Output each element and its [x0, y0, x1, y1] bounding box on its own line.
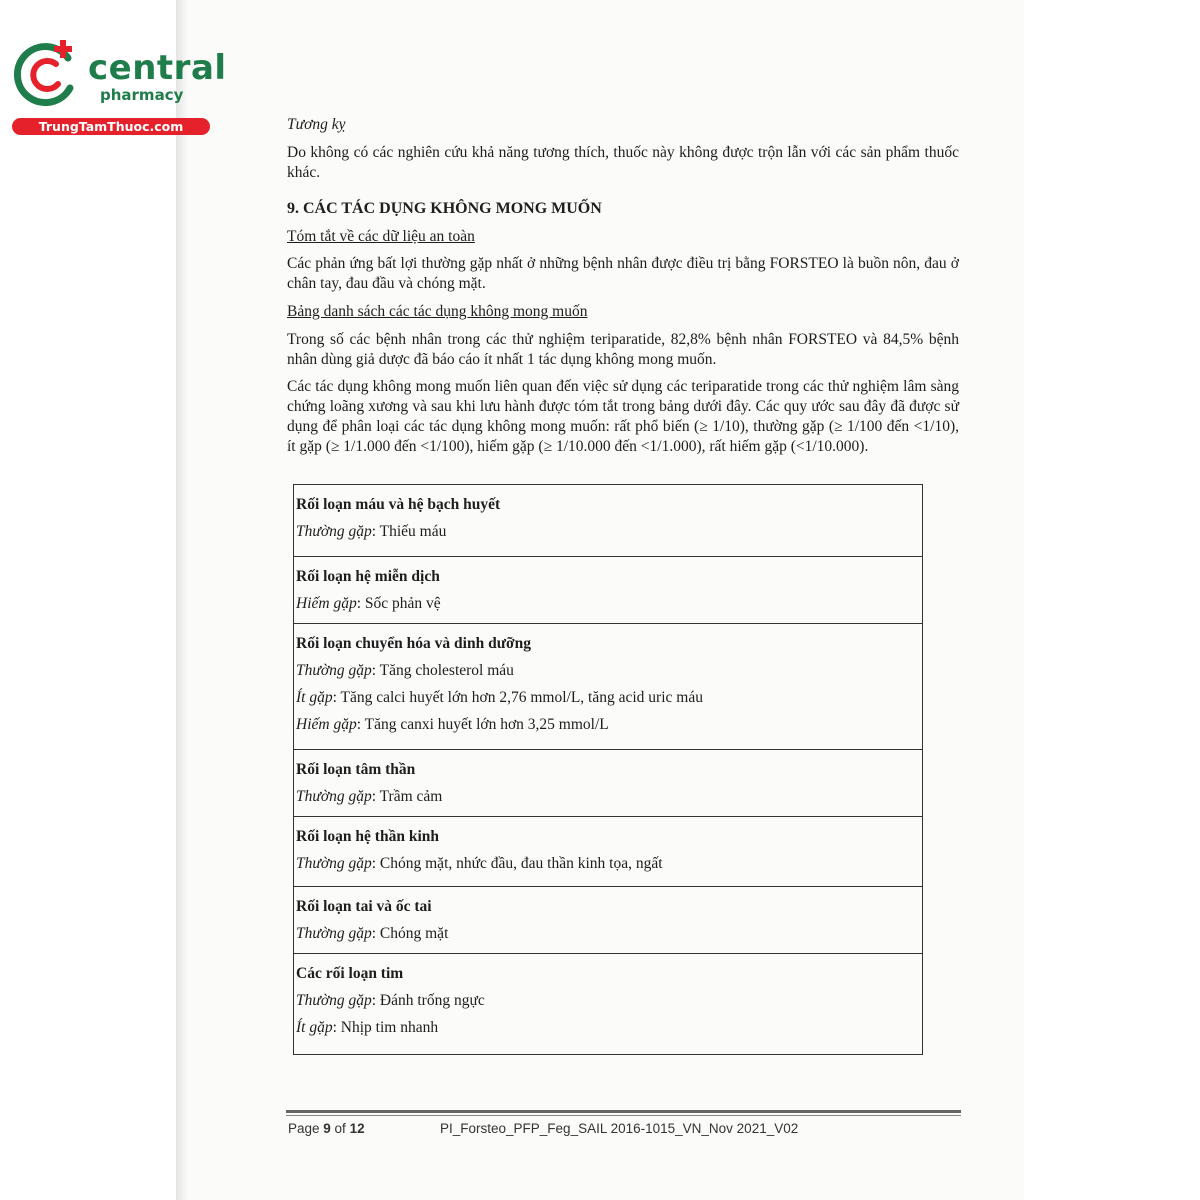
ae-effect: : Đánh trống ngực	[371, 992, 485, 1009]
logo-site-banner: TrungTamThuoc.com	[12, 118, 210, 135]
adverse-effects-table	[293, 484, 923, 1055]
logo-brand: central	[88, 48, 227, 88]
logo-mark-icon	[10, 38, 82, 110]
ae-frequency: Thường gặp	[296, 925, 372, 942]
table-row	[294, 557, 923, 624]
ae-effect: : Nhịp tim nhanh	[332, 1019, 439, 1036]
ae-entry	[296, 590, 920, 617]
page-of: of	[330, 1121, 350, 1136]
table-row	[294, 624, 923, 750]
ae-frequency: Thường gặp	[296, 662, 372, 679]
ae-entry	[296, 987, 920, 1014]
footer-rule-thin	[286, 1115, 961, 1116]
incompat-text: Do không có các nghiên cứu khả năng tương thích, thuốc này không được trộn lẫn với các sản phẩm thuốc khác.	[287, 144, 959, 181]
ae-effect: : Sốc phản vệ	[356, 595, 441, 612]
central-pharmacy-logo	[10, 36, 227, 136]
subheading-table-text: Bảng danh sách các tác dụng không mong muốn	[287, 303, 588, 320]
table-row	[294, 954, 923, 1055]
ae-effect: : Trầm cảm	[371, 788, 443, 805]
ae-category: Rối loạn hệ thần kinh	[296, 828, 439, 845]
paragraph-frequency-conventions	[287, 377, 959, 457]
footer-rule	[286, 1110, 961, 1113]
ae-frequency: Thường gặp	[296, 523, 372, 540]
table-row	[294, 817, 923, 887]
ae-effect: : Tăng cholesterol máu	[371, 662, 514, 679]
page-total: 12	[349, 1121, 365, 1136]
logo-text	[88, 50, 227, 104]
table-cell	[294, 954, 923, 1055]
ae-category: Rối loạn hệ miễn dịch	[296, 568, 440, 585]
ae-entry	[296, 684, 920, 711]
ae-frequency: Thường gặp	[296, 788, 372, 805]
table-row	[294, 750, 923, 817]
ae-effect: : Chóng mặt, nhức đầu, đau thần kinh tọa, ngất	[371, 855, 663, 872]
incompat-paragraph	[287, 143, 959, 183]
ae-category: Rối loạn tâm thần	[296, 761, 416, 778]
ae-entry	[296, 711, 920, 738]
ae-category: Rối loạn máu và hệ bạch huyết	[296, 496, 501, 513]
paragraph-trial-stats	[287, 330, 959, 370]
ae-entry	[296, 920, 920, 947]
para1-text: Các phản ứng bất lợi thường gặp nhất ở những bệnh nhân được điều trị bằng FORSTEO là buồn nôn, đau ở chân tay, đau đầu và chóng mặt.	[287, 255, 959, 292]
page-prefix: Page	[288, 1121, 324, 1136]
subheading-safety	[287, 227, 959, 247]
ae-entry	[296, 657, 920, 684]
ae-entry	[296, 783, 920, 810]
section-label-incompat	[287, 115, 959, 135]
table-row	[294, 485, 923, 557]
table-cell	[294, 557, 923, 624]
ae-effect: : Thiếu máu	[371, 523, 447, 540]
page-number	[288, 1121, 365, 1136]
ae-frequency: Thường gặp	[296, 992, 372, 1009]
ae-frequency: Ít gặp	[296, 689, 333, 706]
subheading-safety-text: Tóm tắt về các dữ liệu an toàn	[287, 228, 475, 245]
table-cell	[294, 485, 923, 557]
ae-category: Rối loạn tai và ốc tai	[296, 898, 432, 915]
para3-text: Các tác dụng không mong muốn liên quan đến việc sử dụng các teriparatide trong các thử nghiệm lâm sàng chứng loãng xương và sau khi lưu hành được tóm tắt trong bảng dưới đây. Các quy ước sau đây đã được sử dụng để phân loại các tác dụng không mong muốn: rất phổ biến (≥ 1/10), thường gặp (≥ 1/100 đến <1/10), ít gặp (≥ 1/1.000 đến <1/100), hiếm gặp (≥ 1/10.000 đến <1/1.000), rất hiếm gặp (<1/10.000).	[287, 378, 959, 455]
ae-entry	[296, 1014, 920, 1041]
table-row	[294, 887, 923, 954]
ae-entry	[296, 850, 920, 877]
ae-frequency: Thường gặp	[296, 855, 372, 872]
ae-effect: : Chóng mặt	[371, 925, 449, 942]
table-cell	[294, 817, 923, 887]
table-cell	[294, 750, 923, 817]
para2-text: Trong số các bệnh nhân trong các thử nghiệm teriparatide, 82,8% bệnh nhân FORSTEO và 84,5% bệnh nhân dùng giả dược đã báo cáo ít nhất 1 tác dụng không mong muốn.	[287, 331, 959, 368]
ae-effect: : Tăng calci huyết lớn hơn 2,76 mmol/L, tăng acid uric máu	[332, 689, 703, 706]
ae-category: Các rối loạn tim	[296, 965, 404, 982]
paragraph-common-reactions	[287, 254, 959, 294]
ae-frequency: Hiếm gặp	[296, 595, 357, 612]
ae-category: Rối loạn chuyển hóa và dinh dưỡng	[296, 635, 531, 652]
document-code: PI_Forsteo_PFP_Feg_SAIL 2016-1015_VN_Nov 2021_V02	[440, 1121, 799, 1136]
page-current: 9	[323, 1121, 331, 1136]
ae-effect: : Tăng canxi huyết lớn hơn 3,25 mmol/L	[356, 716, 609, 733]
page-edge-shadow	[176, 0, 188, 1200]
logo-sub: pharmacy	[100, 86, 184, 104]
ae-frequency: Ít gặp	[296, 1019, 333, 1036]
table-cell	[294, 624, 923, 750]
heading-text: 9. CÁC TÁC DỤNG KHÔNG MONG MUỐN	[287, 200, 602, 217]
table-cell	[294, 887, 923, 954]
ae-frequency: Hiếm gặp	[296, 716, 357, 733]
incompat-label: Tương kỵ	[287, 116, 346, 133]
section-heading	[287, 199, 959, 219]
subheading-table	[287, 302, 959, 322]
ae-entry	[296, 518, 920, 545]
